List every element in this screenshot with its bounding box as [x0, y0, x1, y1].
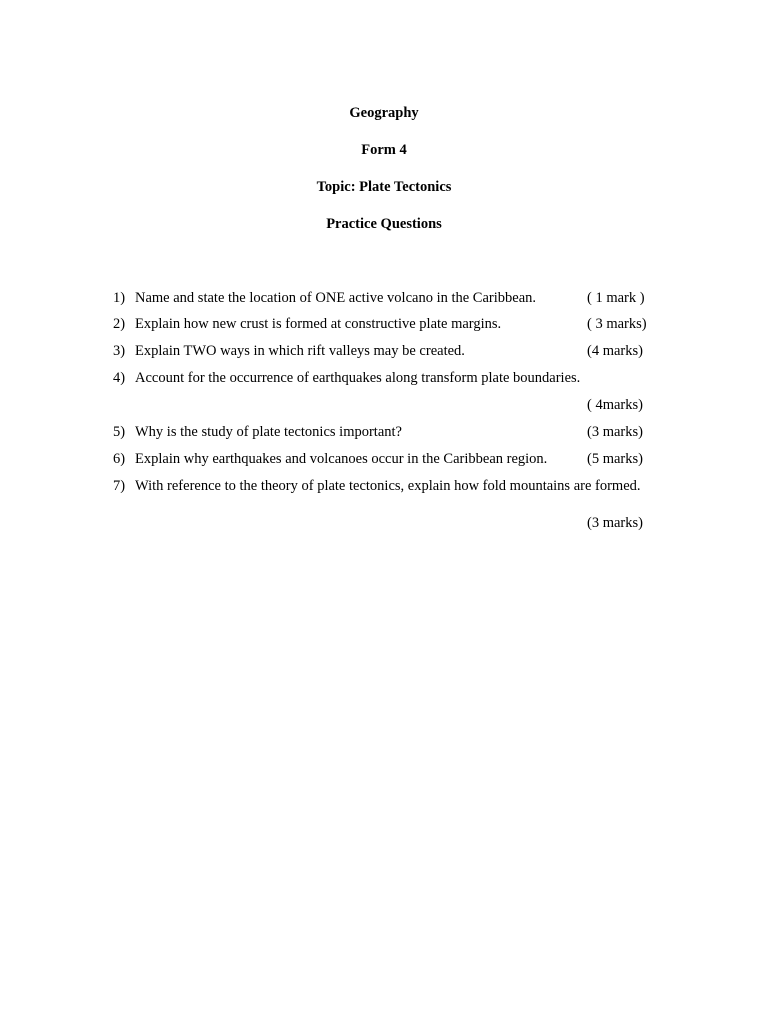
question-5-text: Why is the study of plate tectonics important? — [135, 424, 402, 440]
question-5-marks: (3 marks) — [587, 424, 643, 440]
question-2-number: 2) — [113, 316, 126, 332]
question-2-marks: ( 3 marks) — [587, 316, 647, 332]
question-3-marks: (4 marks) — [587, 343, 643, 359]
question-6-text: Explain why earthquakes and volcanoes occur in the Caribbean region. — [135, 451, 548, 467]
subject-heading: Geography — [349, 105, 419, 121]
question-5-number: 5) — [113, 424, 126, 440]
question-7-number: 7) — [113, 478, 126, 494]
question-1-number: 1) — [113, 290, 126, 306]
question-4-text: Account for the occurrence of earthquakes along transform plate boundaries. — [135, 370, 581, 386]
form-heading: Form 4 — [361, 142, 407, 158]
question-3-text: Explain TWO ways in which rift valleys may be created. — [135, 343, 465, 359]
question-3-number: 3) — [113, 343, 126, 359]
question-2-text: Explain how new crust is formed at constructive plate margins. — [135, 316, 502, 332]
question-1-marks: ( 1 mark ) — [587, 290, 645, 306]
topic-heading: Topic: Plate Tectonics — [316, 179, 452, 195]
question-7-text: With reference to the theory of plate tectonics, explain how fold mountains are formed. — [135, 478, 641, 494]
section-heading: Practice Questions — [326, 216, 442, 232]
question-6-marks: (5 marks) — [587, 451, 643, 467]
question-4-number: 4) — [113, 370, 126, 386]
question-6-number: 6) — [113, 451, 126, 467]
question-7-marks: (3 marks) — [587, 515, 643, 531]
question-1-text: Name and state the location of ONE active volcano in the Caribbean. — [135, 290, 537, 306]
question-4-marks: ( 4marks) — [587, 397, 643, 413]
